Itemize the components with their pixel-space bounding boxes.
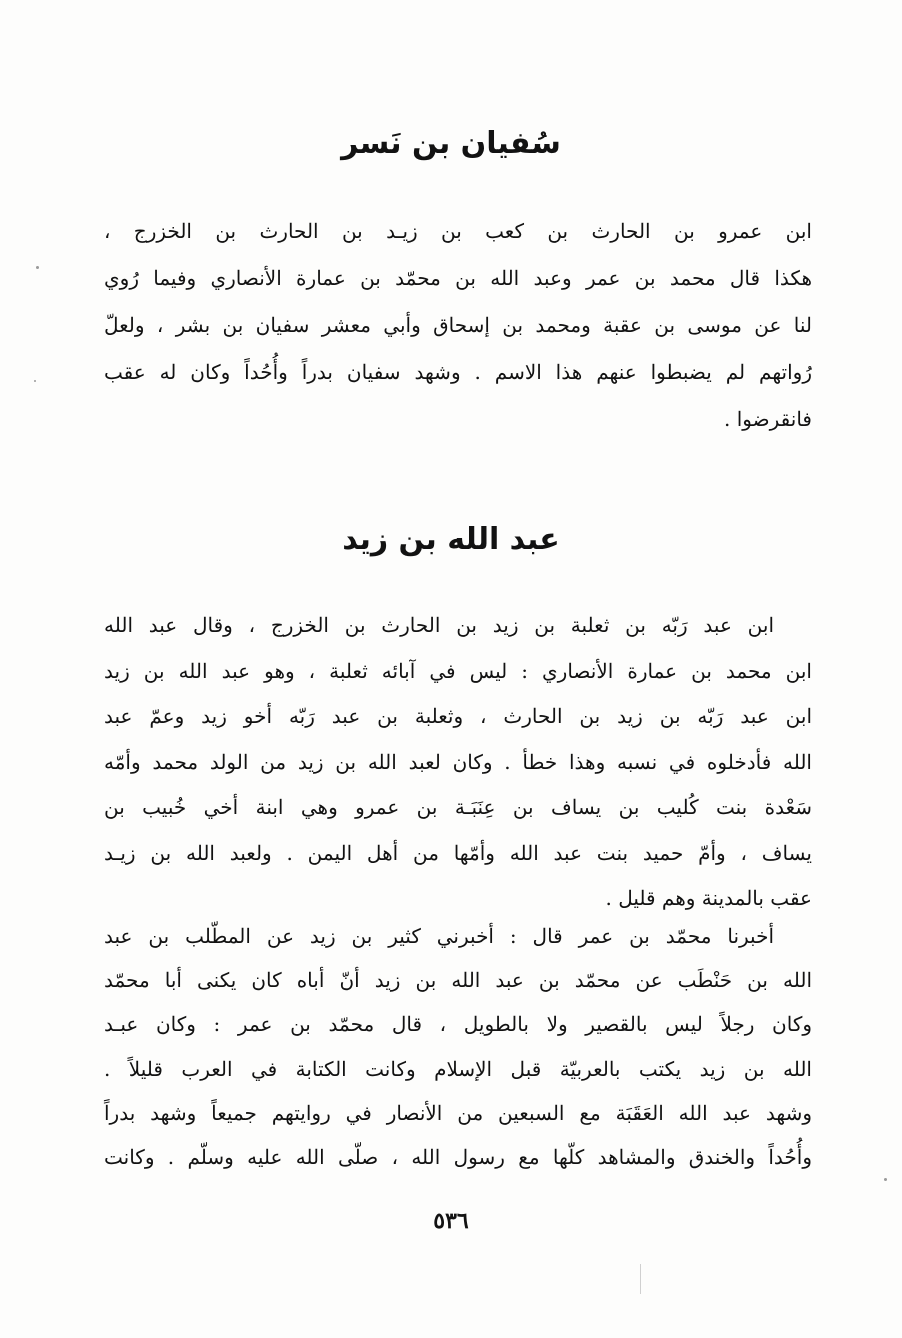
text-line: ابن محمد بن عمارة الأنصاري : ليس في آبائه ثعلبة ، وهو عبد الله بن زيد: [104, 658, 812, 683]
entry-body-abdullah-paragraph-1: [104, 603, 812, 922]
text-line: هكذا قال محمد بن عمر وعبد الله بن محمّد بن عمارة الأنصاري وفيما رُوي: [104, 266, 812, 290]
entry-title-sufyan-ibn-nasr: سُفيان بن نَسر: [341, 126, 561, 161]
entry-title-abdullah-ibn-zayd: عبد الله بن زيد: [342, 522, 560, 557]
text-line: الله بن حَنْطَب عن محمّد بن عبد الله بن زيد أنّ أباه كان يكنى أبا محمّد: [104, 968, 812, 993]
page-number: ٥٣٦: [433, 1208, 469, 1234]
entry-body-abdullah-paragraph-2: [104, 914, 812, 1179]
text-line: ابن عبد رَبّه بن ثعلبة بن زيد بن الحارث بن الخزرج ، وقال عبد الله: [104, 613, 774, 637]
text-line: ابن عمرو بن الحارث بن كعب بن زيـد بن الحارث بن الخزرج ،: [104, 219, 812, 243]
scan-speck: [36, 266, 39, 269]
text-line: وشهد عبد الله العَقَبَة مع السبعين من الأنصار في روايتهم جميعاً وشهد بدراً: [104, 1100, 812, 1125]
text-line: وكان رجلاً ليس بالقصير ولا بالطويل ، قال محمّد بن عمر : وكان عبـد: [104, 1012, 812, 1037]
scan-speck: [884, 1178, 887, 1181]
text-line: لنا عن موسى بن عقبة ومحمد بن إسحاق وأبي معشر سفيان بن بشر ، ولعلّ: [104, 313, 812, 337]
text-line: أخبرنا محمّد بن عمر قال : أخبرني كثير بن زيد عن المطّلب بن عبد: [104, 924, 774, 948]
entry-body-sufyan: [104, 208, 812, 443]
text-line: سَعْدة بنت كُليب بن يساف بن عِنَبَـة بن عمرو وهي ابنة أخي خُبيب بن: [104, 795, 812, 819]
text-line: الله بن زيد يكتب بالعربيّة قبل الإسلام وكانت الكتابة في العرب قليلاً .: [104, 1056, 812, 1081]
text-line: وأُحُداً والخندق والمشاهد كلّها مع رسول الله ، صلّى الله عليه وسلّم . وكانت: [104, 1144, 812, 1169]
text-line: الله فأدخلوه في نسبه وهذا خطأ . وكان لعبد الله بن زيد من الولد محمد وأمّه: [104, 749, 812, 774]
text-line: ابن عبد رَبّه بن زيد بن الحارث ، وثعلبة بن عبد رَبّه أخو زيد وعمّ عبد: [104, 704, 812, 728]
text-line: رُواتهم لم يضبطوا عنهم هذا الاسم . وشهد سفيان بدراً وأُحُداً وكان له عقب: [104, 360, 812, 384]
text-line: فانقرضوا .: [724, 407, 812, 431]
text-line: يساف ، وأمّ حميد بنت عبد الله وأمّها من أهل اليمن . ولعبد الله بن زيـد: [104, 840, 812, 865]
scan-speck: [34, 380, 36, 382]
text-line: عقب بالمدينة وهم قليل .: [605, 886, 812, 910]
scan-speck: [640, 1264, 641, 1294]
